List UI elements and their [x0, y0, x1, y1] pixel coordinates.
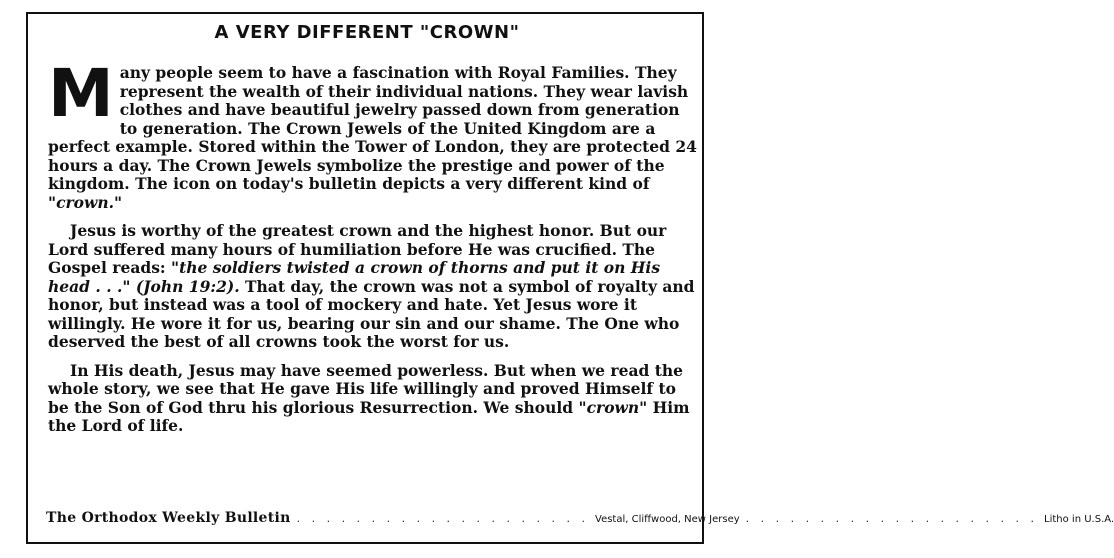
paragraph-1-text: any people seem to have a fascination with Royal Families. They represent the wealth of their individual nations. They wear lavish clothes and have beautiful jewelry passed down from generation to generation. The Crown Jewels of the United Kingdom are a perfect example. Stored within the Tower of London, they are protected 24 hours a day. The Crown Jewels symbolize the prestige and power of the kingdom. The icon on today's bulletin depicts a very different kind of [48, 63, 697, 193]
leader-dots: . . . . . . . . . . . . . . . . . . . . [745, 512, 1039, 525]
drop-cap: M [48, 55, 114, 132]
paragraph-2 [48, 222, 700, 352]
footer [46, 510, 1114, 530]
article-title: A VERY DIFFERENT "CROWN" [214, 22, 520, 43]
paragraph-1 [48, 55, 700, 212]
paragraph-3-text-after: Him the Lord of life. [48, 397, 690, 435]
paragraph-1-emphasis: "crown." [48, 192, 123, 212]
scripture-quote: "the soldiers twisted a crown of thorns and put it on His head . . ." (John 19:2). [48, 258, 661, 296]
paragraph-3-emphasis: "crown" [578, 397, 648, 417]
publication-name: The Orthodox Weekly Bulletin [46, 510, 291, 526]
article-body [48, 55, 700, 446]
paragraph-2-text-after: That day, the crown was not a symbol of royalty and honor, but instead was a tool of mockery and hate. Yet Jesus wore it willingly. He wore it for us, bearing our sin and our shame. The One who deserved the best of all crowns took the worst for us. [48, 276, 695, 351]
leader-dots: . . . . . . . . . . . . . . . . . . . . [296, 512, 589, 525]
printer-credit: Litho in U.S.A. [1044, 514, 1114, 525]
paragraph-3 [48, 362, 700, 436]
publisher-location: Vestal, Cliffwood, New Jersey [595, 514, 740, 525]
paragraph-3-text-before: In His death, Jesus may have seemed powerless. But when we read the whole story, we see that He gave His life willingly and proved Himself to be the Son of God thru his glorious Resurrection. We should [48, 360, 684, 417]
paragraph-2-text-before: Jesus is worthy of the greatest crown and the highest honor. But our Lord suffered many hours of humiliation before He was crucified. The Gospel reads: [48, 221, 667, 277]
